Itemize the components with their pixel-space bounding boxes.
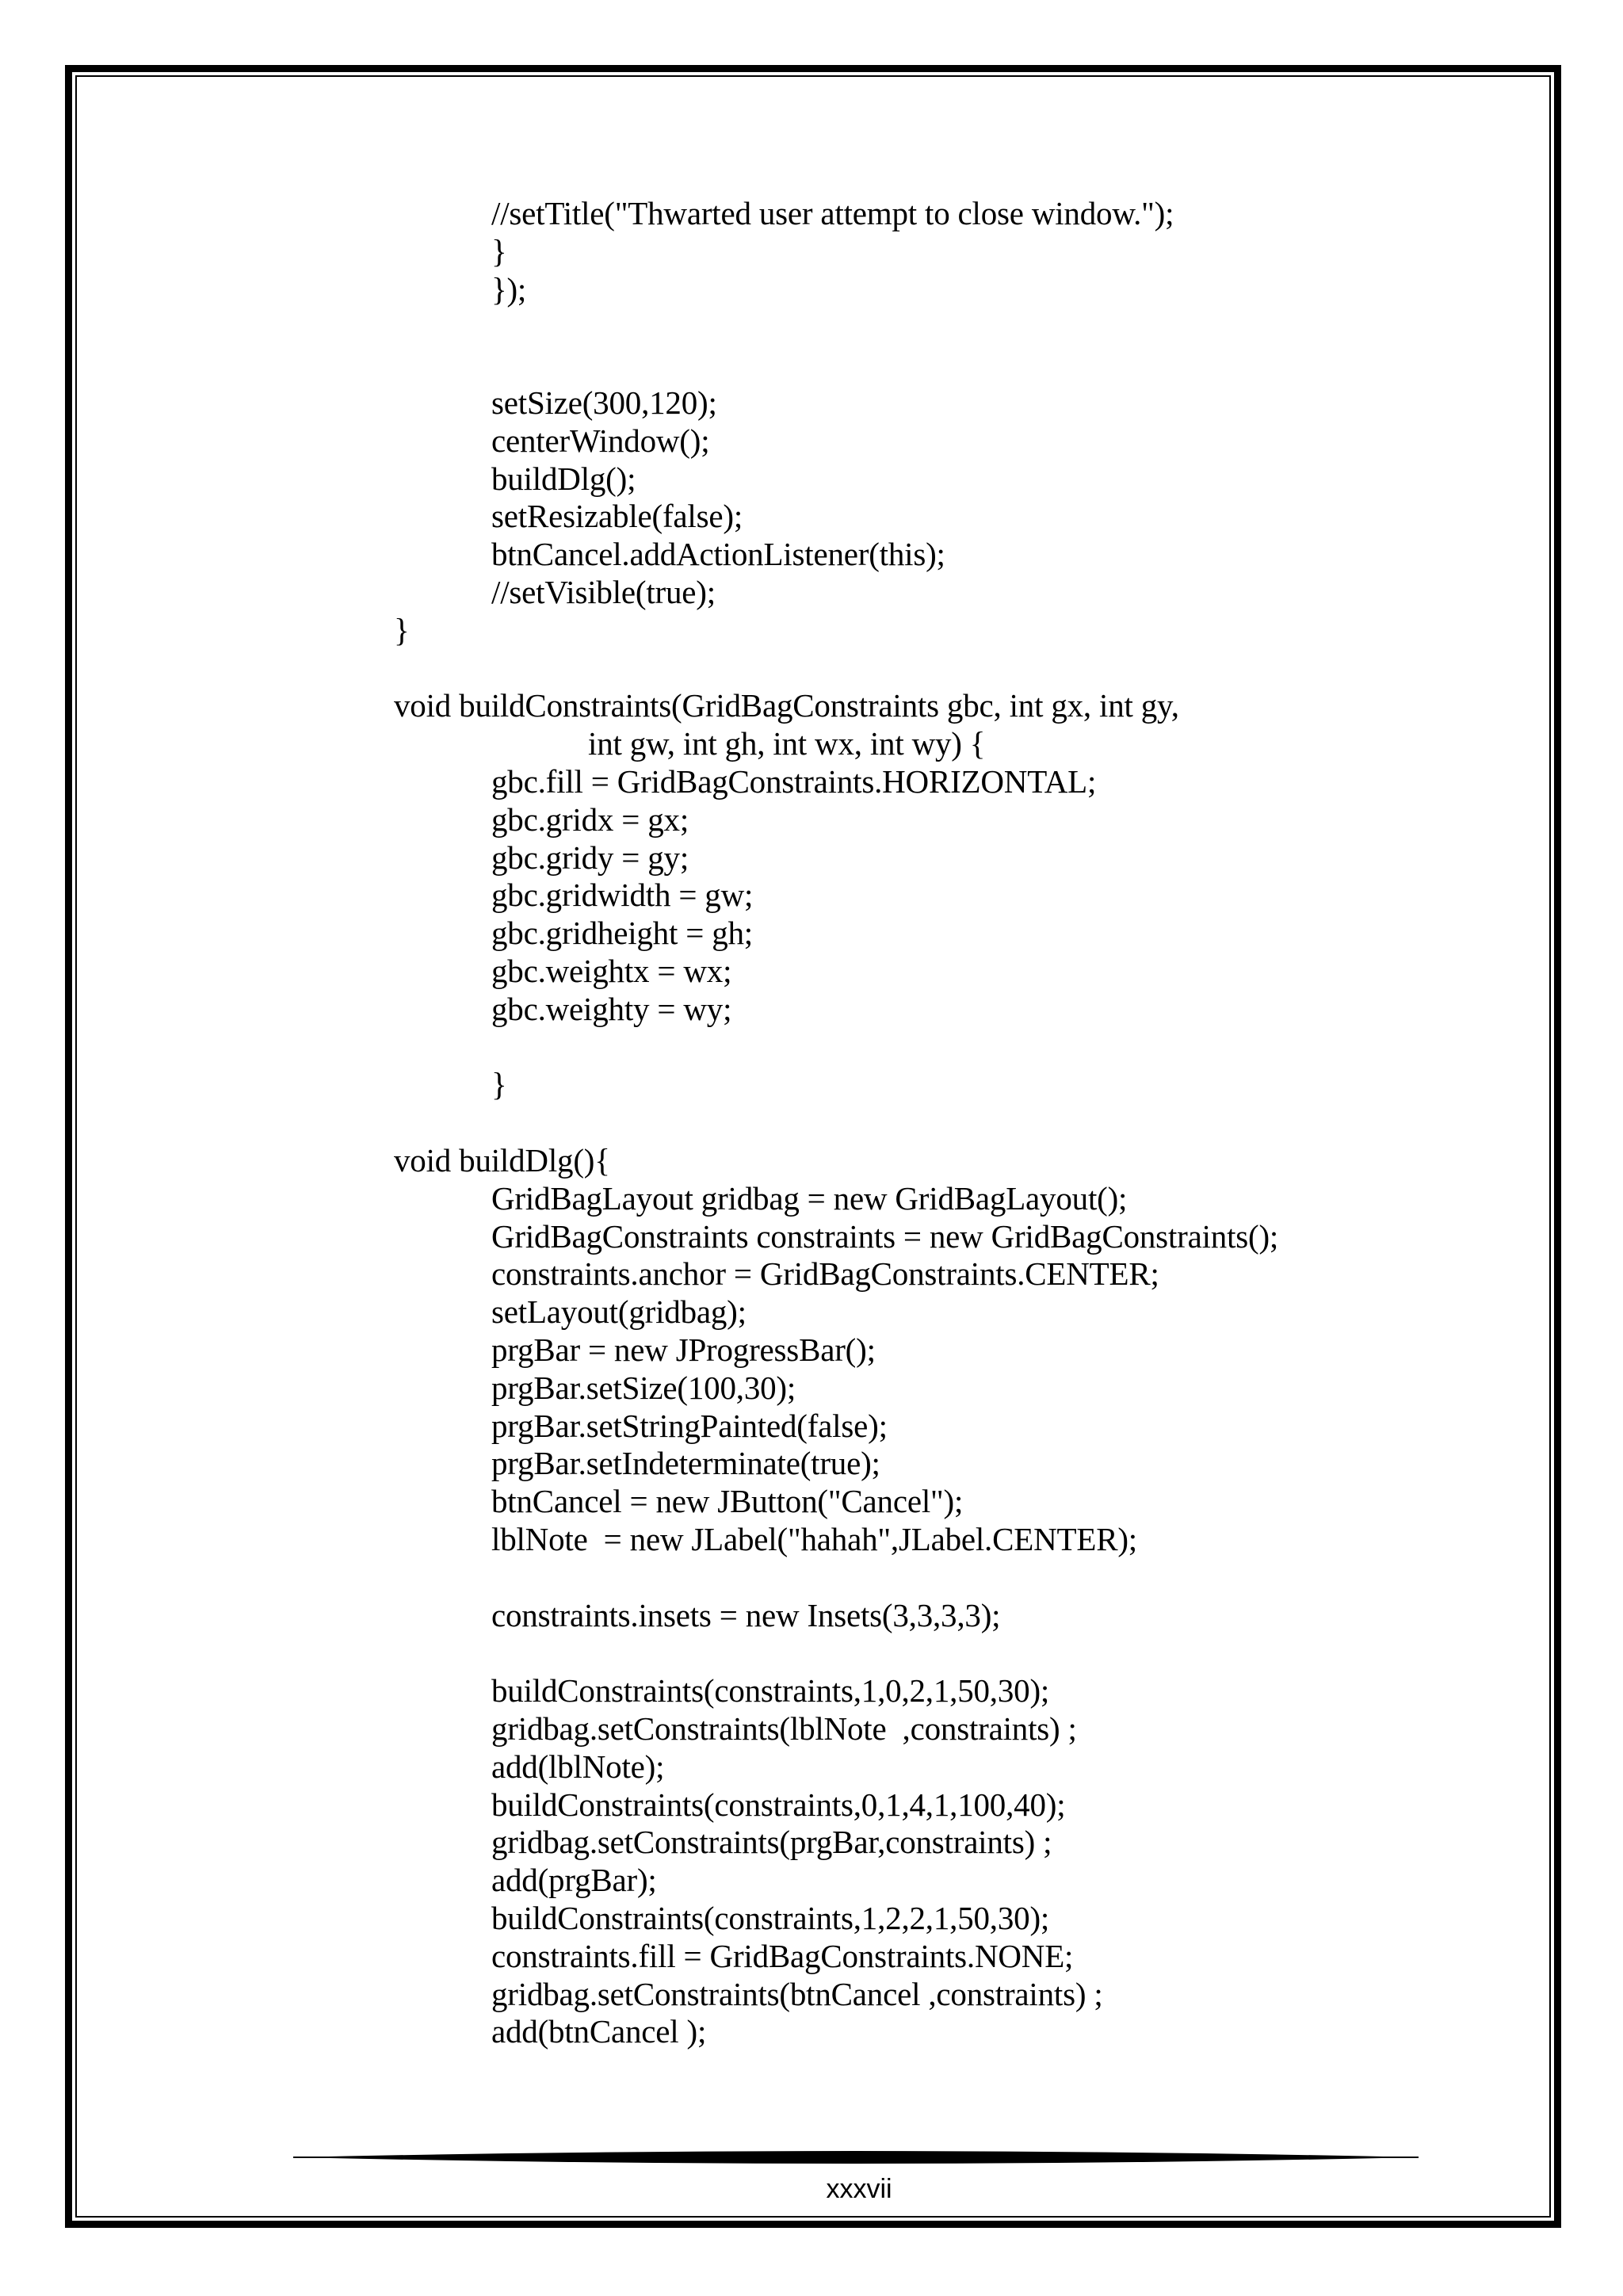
page-inner-border <box>75 75 1551 2218</box>
code-line: }); <box>491 271 527 308</box>
code-line: void buildConstraints(GridBagConstraints gbc, int gx, int gy, <box>394 687 1179 724</box>
code-line: constraints.anchor = GridBagConstraints.CENTER; <box>491 1255 1159 1292</box>
code-line: add(prgBar); <box>491 1862 657 1898</box>
code-line: gbc.gridy = gy; <box>491 839 689 876</box>
code-line: gridbag.setConstraints(lblNote ,constraints) ; <box>491 1710 1077 1747</box>
code-line: gbc.weighty = wy; <box>491 991 732 1027</box>
code-line: constraints.insets = new Insets(3,3,3,3); <box>491 1597 1001 1633</box>
code-line: gridbag.setConstraints(btnCancel ,constraints) ; <box>491 1976 1103 2012</box>
code-line: } <box>394 612 410 648</box>
code-line: buildConstraints(constraints,1,0,2,1,50,30); <box>491 1672 1050 1709</box>
code-line: gbc.weightx = wx; <box>491 953 732 989</box>
code-line: btnCancel.addActionListener(this); <box>491 536 945 572</box>
code-line: gbc.gridx = gx; <box>491 801 689 838</box>
code-line: setSize(300,120); <box>491 384 717 421</box>
code-line: //setVisible(true); <box>491 574 716 610</box>
code-line: gridbag.setConstraints(prgBar,constraints) ; <box>491 1824 1052 1860</box>
code-line: buildDlg(); <box>491 460 636 497</box>
code-line: prgBar = new JProgressBar(); <box>491 1331 876 1368</box>
code-line: lblNote = new JLabel("hahah",JLabel.CENTER); <box>491 1521 1137 1557</box>
code-line: GridBagConstraints constraints = new GridBagConstraints(); <box>491 1218 1279 1255</box>
code-line: gbc.gridwidth = gw; <box>491 877 754 913</box>
code-line: } <box>491 1066 507 1102</box>
code-line: gbc.gridheight = gh; <box>491 915 753 951</box>
code-line: buildConstraints(constraints,1,2,2,1,50,30); <box>491 1900 1050 1936</box>
code-line: buildConstraints(constraints,0,1,4,1,100,40); <box>491 1786 1066 1823</box>
code-line: } <box>491 233 507 269</box>
code-line: prgBar.setStringPainted(false); <box>491 1408 888 1444</box>
code-line: void buildDlg(){ <box>394 1142 610 1179</box>
code-line: GridBagLayout gridbag = new GridBagLayout(); <box>491 1180 1128 1217</box>
code-line: setResizable(false); <box>491 498 743 534</box>
code-line: prgBar.setSize(100,30); <box>491 1370 796 1406</box>
code-line: gbc.fill = GridBagConstraints.HORIZONTAL; <box>491 763 1097 800</box>
footer-divider <box>293 2148 1419 2167</box>
page-number: xxxvii <box>826 2174 892 2204</box>
code-line: constraints.fill = GridBagConstraints.NONE; <box>491 1938 1074 1974</box>
code-line: add(lblNote); <box>491 1748 665 1785</box>
code-line: prgBar.setIndeterminate(true); <box>491 1445 880 1481</box>
code-line: setLayout(gridbag); <box>491 1293 747 1330</box>
code-line: //setTitle("Thwarted user attempt to close window."); <box>491 195 1174 231</box>
code-line: centerWindow(); <box>491 422 710 459</box>
code-line: btnCancel = new JButton("Cancel"); <box>491 1483 964 1519</box>
code-line: add(btnCancel ); <box>491 2013 707 2050</box>
code-line: int gw, int gh, int wx, int wy) { <box>588 725 986 762</box>
